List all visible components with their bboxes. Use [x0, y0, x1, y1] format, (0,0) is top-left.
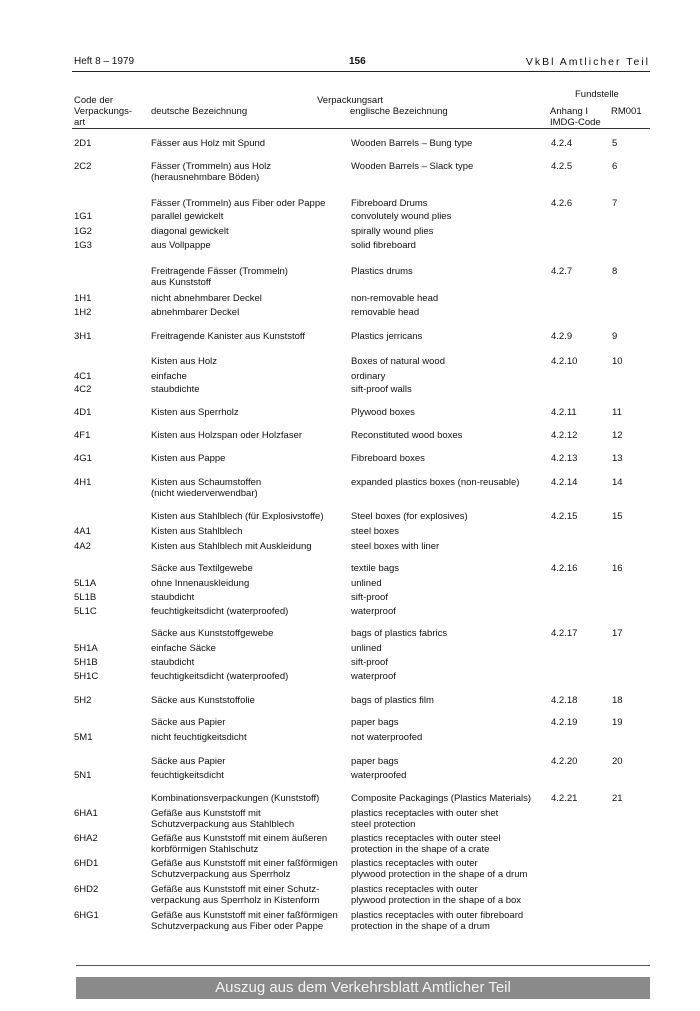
row-english: Fibreboard Drums — [351, 198, 428, 209]
row-english: steel boxes with liner — [351, 541, 440, 552]
row-german: feuchtigkeitsdicht — [151, 770, 224, 781]
fundstelle-header: Fundstelle — [575, 89, 619, 100]
row-german: Kisten aus Pappe — [151, 453, 226, 464]
row-english: sift-proof walls — [351, 384, 412, 395]
row-german: Kisten aus Holz — [151, 356, 218, 367]
row-english: expanded plastics boxes (non-reusable) — [351, 477, 520, 488]
row-rm001: 12 — [612, 430, 623, 441]
row-german: Kisten aus Holzspan oder Holzfaser — [151, 430, 303, 441]
row-german: Fässer (Trommeln) aus Holz (herausnehmbare Böden) — [151, 161, 272, 184]
row-english: ordinary — [351, 371, 386, 382]
row-rm001: 13 — [612, 453, 623, 464]
row-german: einfache Säcke — [151, 643, 216, 654]
row-english: plastics receptacles with outer steel protection in the shape of a crate — [351, 833, 501, 856]
row-english: Wooden Barrels – Slack type — [351, 161, 474, 172]
row-english: paper bags — [351, 717, 399, 728]
row-code: 4C1 — [74, 371, 92, 382]
row-anhang: 4.2.19 — [551, 717, 578, 728]
row-anhang: 4.2.12 — [551, 430, 578, 441]
footer-rule — [76, 965, 650, 966]
row-code: 6HD2 — [74, 884, 99, 895]
row-english: Composite Packagings (Plastics Materials) — [351, 793, 532, 804]
row-code: 1G2 — [74, 226, 92, 237]
row-anhang: 4.2.17 — [551, 628, 578, 639]
row-code: 4D1 — [74, 407, 92, 418]
row-german: Freitragende Kanister aus Kunststoff — [151, 331, 306, 342]
row-code: 5H1A — [74, 643, 98, 654]
row-german: feuchtigkeitsdicht (waterproofed) — [151, 671, 289, 682]
row-code: 5H1C — [74, 671, 99, 682]
row-english: spirally wound plies — [351, 226, 434, 237]
row-rm001: 18 — [612, 695, 623, 706]
row-code: 1G3 — [74, 240, 92, 251]
row-english: Boxes of natural wood — [351, 356, 446, 367]
row-rm001: 7 — [612, 198, 618, 209]
row-rm001: 8 — [612, 266, 618, 277]
row-code: 5L1A — [74, 578, 97, 589]
row-code: 6HA2 — [74, 833, 98, 844]
row-code: 4H1 — [74, 477, 92, 488]
row-english: non-removable head — [351, 293, 439, 304]
code-column-header: Code der Verpackungs- art — [74, 95, 133, 128]
row-anhang: 4.2.10 — [551, 356, 578, 367]
row-german: staubdicht — [151, 657, 195, 668]
row-anhang: 4.2.6 — [551, 198, 573, 209]
row-english: steel boxes — [351, 526, 400, 537]
row-anhang: 4.2.5 — [551, 161, 573, 172]
row-german: Säcke aus Papier — [151, 717, 226, 728]
german-column-header: deutsche Bezeichnung — [151, 106, 248, 117]
row-german: aus Vollpappe — [151, 240, 211, 251]
row-rm001: 16 — [612, 563, 623, 574]
row-english: convolutely wound plies — [351, 211, 452, 222]
row-anhang: 4.2.18 — [551, 695, 578, 706]
row-german: Kombinationsverpackungen (Kunststoff) — [151, 793, 320, 804]
row-german: feuchtigkeitsdicht (waterproofed) — [151, 606, 289, 617]
row-english: paper bags — [351, 756, 399, 767]
issue-label: Heft 8 – 1979 — [74, 56, 135, 67]
row-english: bags of plastics film — [351, 695, 434, 706]
row-german: nicht abnehmbarer Deckel — [151, 293, 262, 304]
row-german: Säcke aus Papier — [151, 756, 226, 767]
row-english: Wooden Barrels – Bung type — [351, 138, 473, 149]
row-english: removable head — [351, 307, 420, 318]
row-german: Kisten aus Sperrholz — [151, 407, 239, 418]
row-english: plastics receptacles with outer plywood protection in the shape of a drum — [351, 858, 528, 881]
footer-banner: Auszug aus dem Verkehrsblatt Amtlicher Teil — [76, 977, 650, 999]
row-english: Plywood boxes — [351, 407, 415, 418]
row-german: nicht feuchtigkeitsdicht — [151, 732, 247, 743]
row-code: 4A1 — [74, 526, 91, 537]
row-english: plastics receptacles with outer plywood protection in the shape of a box — [351, 884, 522, 907]
row-german: Säcke aus Kunststoffgewebe — [151, 628, 274, 639]
row-code: 5H2 — [74, 695, 92, 706]
row-anhang: 4.2.14 — [551, 477, 578, 488]
row-english: bags of plastics fabrics — [351, 628, 448, 639]
row-german: Fässer aus Holz mit Spund — [151, 138, 266, 149]
row-code: 5N1 — [74, 770, 92, 781]
row-english: plastics receptacles with outer fibreboard protection in the shape of a drum — [351, 910, 524, 933]
row-english: waterproof — [351, 671, 396, 682]
row-english: solid fibreboard — [351, 240, 416, 251]
row-german: Kisten aus Stahlblech (für Explosivstoffe) — [151, 511, 324, 522]
row-code: 1G1 — [74, 211, 92, 222]
row-anhang: 4.2.20 — [551, 756, 578, 767]
row-german: abnehmbarer Deckel — [151, 307, 240, 318]
row-german: Kisten aus Schaumstoffen (nicht wiederverwendbar) — [151, 477, 262, 500]
row-german: Gefäße aus Kunststoff mit einer Schutz- verpackung aus Sperrholz in Kistenform — [151, 884, 320, 907]
row-german: Gefäße aus Kunststoff mit einer faßförmigen Schutzverpackung aus Fiber oder Pappe — [151, 910, 338, 933]
row-code: 5H1B — [74, 657, 98, 668]
row-rm001: 17 — [612, 628, 623, 639]
row-german: parallel gewickelt — [151, 211, 224, 222]
row-english: textile bags — [351, 563, 400, 574]
row-code: 6HD1 — [74, 858, 99, 869]
rm001-column-header: RM001 — [611, 106, 642, 117]
english-column-header: englische Bezeichnung — [350, 106, 448, 117]
row-english: waterproof — [351, 606, 396, 617]
row-rm001: 20 — [612, 756, 623, 767]
row-code: 5M1 — [74, 732, 93, 743]
row-german: Fässer (Trommeln) aus Fiber oder Pappe — [151, 198, 326, 209]
row-english: not waterproofed — [351, 732, 423, 743]
row-german: einfache — [151, 371, 187, 382]
row-rm001: 11 — [612, 407, 622, 418]
row-german: Kisten aus Stahlblech — [151, 526, 243, 537]
row-english: Reconstituted wood boxes — [351, 430, 463, 441]
row-english: Steel boxes (for explosives) — [351, 511, 468, 522]
anhang-column-header: Anhang I IMDG-Code — [550, 106, 601, 128]
row-rm001: 14 — [612, 477, 623, 488]
row-code: 2D1 — [74, 138, 92, 149]
row-anhang: 4.2.4 — [551, 138, 573, 149]
row-code: 4F1 — [74, 430, 91, 441]
row-anhang: 4.2.11 — [551, 407, 577, 418]
row-anhang: 4.2.9 — [551, 331, 573, 342]
row-code: 3H1 — [74, 331, 92, 342]
row-english: Fibreboard boxes — [351, 453, 425, 464]
row-rm001: 10 — [612, 356, 623, 367]
row-rm001: 6 — [612, 161, 618, 172]
row-rm001: 5 — [612, 138, 618, 149]
row-rm001: 21 — [612, 793, 623, 804]
row-german: Gefäße aus Kunststoff mit Schutzverpackung aus Stahlblech — [151, 808, 295, 831]
row-german: Gefäße aus Kunststoff mit einer faßförmigen Schutzverpackung aus Sperrholz — [151, 858, 338, 881]
row-code: 4C2 — [74, 384, 92, 395]
row-anhang: 4.2.16 — [551, 563, 578, 574]
row-german: staubdichte — [151, 384, 200, 395]
row-german: Freitragende Fässer (Trommeln) aus Kunststoff — [151, 266, 288, 289]
row-code: 6HA1 — [74, 808, 98, 819]
row-rm001: 9 — [612, 331, 618, 342]
row-english: unlined — [351, 578, 382, 589]
row-english: waterproofed — [351, 770, 407, 781]
packaging-column-header: Verpackungsart — [317, 95, 384, 106]
row-rm001: 15 — [612, 511, 623, 522]
row-code: 5L1B — [74, 592, 97, 603]
row-rm001: 19 — [612, 717, 623, 728]
row-english: plastics receptacles with outer shet steel protection — [351, 808, 499, 831]
publication-label: VkBl Amtlicher Teil — [525, 56, 650, 68]
row-german: staubdicht — [151, 592, 195, 603]
row-code: 4G1 — [74, 453, 92, 464]
row-anhang: 4.2.15 — [551, 511, 578, 522]
row-german: diagonal gewickelt — [151, 226, 229, 237]
row-english: sift-proof — [351, 657, 388, 668]
row-anhang: 4.2.21 — [551, 793, 578, 804]
row-german: Säcke aus Kunststoffolie — [151, 695, 255, 706]
row-english: unlined — [351, 643, 382, 654]
row-code: 5L1C — [74, 606, 97, 617]
row-english: Plastics drums — [351, 266, 413, 277]
row-english: Plastics jerricans — [351, 331, 423, 342]
row-german: ohne Innenauskleidung — [151, 578, 250, 589]
row-german: Säcke aus Textilgewebe — [151, 563, 253, 574]
page-number: 156 — [349, 56, 366, 67]
row-anhang: 4.2.13 — [551, 453, 578, 464]
row-german: Gefäße aus Kunststoff mit einem äußeren korbförmigen Stahlschutz — [151, 833, 328, 856]
row-code: 1H2 — [74, 307, 92, 318]
row-code: 1H1 — [74, 293, 92, 304]
row-code: 2C2 — [74, 161, 92, 172]
row-german: Kisten aus Stahlblech mit Auskleidung — [151, 541, 312, 552]
row-english: sift-proof — [351, 592, 388, 603]
row-anhang: 4.2.7 — [551, 266, 573, 277]
row-code: 6HG1 — [74, 910, 99, 921]
row-code: 4A2 — [74, 541, 91, 552]
